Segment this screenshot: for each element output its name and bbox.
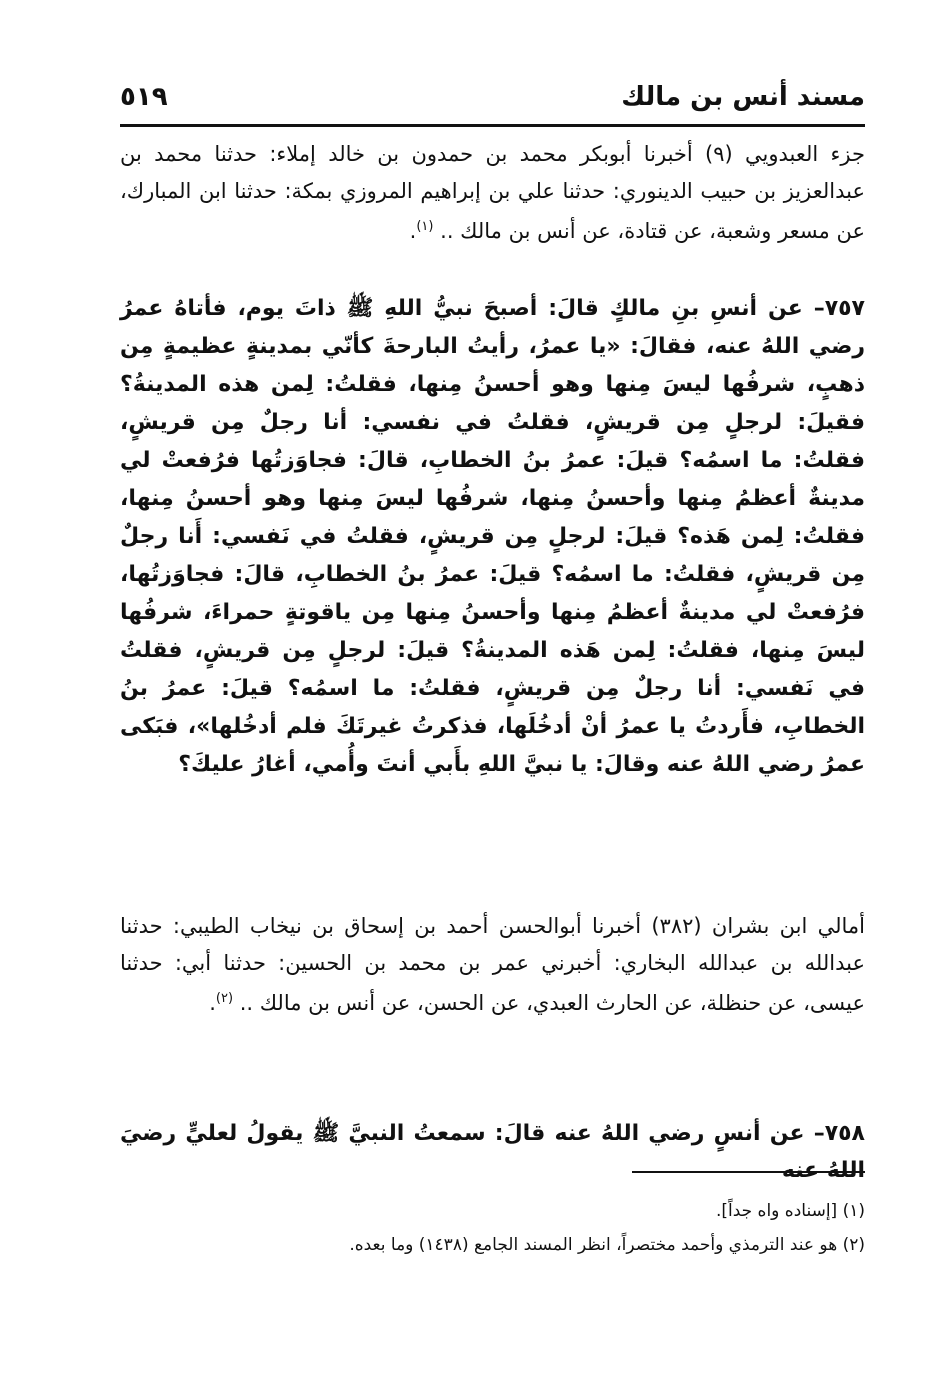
page-header xyxy=(120,78,865,122)
footnote-2: (٢) هو عند الترمذي وأحمد مختصراً، انظر المسند الجامع (١٤٣٨) وما بعده. xyxy=(349,1235,865,1255)
source-text-1: جزء العبدويي (٩) أخبرنا أبوبكر محمد بن حمدون بن خالد إملاء: حدثنا محمد بن عبدالعزيز بن حبيب الدينوري: حدثنا علي بن إبراهيم المروزي بمكة: حدثنا ابن المبارك، عن مسعر وشعبة، عن قتادة، عن أنس بن مالك .. xyxy=(120,142,866,243)
header-divider xyxy=(120,124,865,127)
running-title: مسند أنس بن مالك xyxy=(621,82,865,112)
page-number: ٥١٩ xyxy=(120,82,168,112)
source-paragraph-2 xyxy=(120,908,865,1022)
source-end-2: . xyxy=(209,991,216,1015)
footnote-1: (١) [إسناده واه جداً]. xyxy=(715,1201,865,1221)
source-end-1: . xyxy=(409,219,417,243)
hadith-758: ٧٥٨– عن أنسٍ رضي اللهُ عنه قالَ: سمعتُ النبيَّ ﷺ يقولُ لعليٍّ رضيَ اللهُ عنه xyxy=(120,1121,865,1183)
source-text-2: أمالي ابن بشران (٣٨٢) أخبرنا أبوالحسن أحمد بن إسحاق بن نيخاب الطيبي: حدثنا عبدالله بن عبدالله البخاري: أخبرني عمر بن محمد بن الحسين: حدثنا أبي: حدثنا عيسى، عن حنظلة، عن الحارث العبدي، عن الحسن، عن أنس بن مالك .. xyxy=(120,914,865,1015)
footnotes xyxy=(120,1194,865,1262)
source-paragraph-1 xyxy=(120,136,865,250)
footnote-divider xyxy=(632,1171,865,1173)
hadith-757: ٧٥٧– عن أنسِ بنِ مالكٍ قالَ: أصبحَ نبيُّ اللهِ ﷺ ذاتَ يوم، فأتاهُ عمرُ رضي اللهُ عنه، فقالَ: «يا عمرُ، رأيتُ البارحةَ كأنّي بمدينةٍ عظيمةٍ مِن ذهبٍ، شرفُها ليسَ مِنها وهو أحسنُ مِنها، فقلتُ: لِمن هذه المدينةُ؟ فقيلَ: لرجلٍ مِن قريشٍ، فقلتُ في نفسي: أنا رجلٌ مِن قريشٍ، فقلتُ: ما اسمُه؟ قيلَ: عمرُ بنُ الخطابِ، قالَ: فجاوَزتُها فرُفعتْ لي مدينةٌ أعظمُ مِنها وأحسنُ مِنها، شرفُها ليسَ مِنها وهو أحسنُ مِنها، فقلتُ: لِمن هَذه؟ قيلَ: لرجلٍ مِن قريشٍ، فقلتُ في نَفسي: أَنا رجلٌ مِن قريشٍ، فقلتُ: ما اسمُه؟ قيلَ: عمرُ بنُ الخطابِ، قالَ: فجاوَزتُها، فرُفعتْ لي مدينةٌ أعظمُ مِنها وأحسنُ مِنها مِن ياقوتةٍ حمراءَ، شرفُها ليسَ مِنها، فقلتُ: لِمن هَذه المدينةُ؟ قيلَ: لرجلٍ مِن قريشٍ، فقلتُ في نَفسي: أنا رجلٌ مِن قريشٍ، فقلتُ: ما اسمُه؟ قيلَ: عمرُ بنُ الخطابِ، فأَردتُ يا عمرُ أنْ أدخُلَها، فذكرتُ غيرتَكَ فلم أدخُلها»، فبَكى عمرُ رضي اللهُ عنه وقالَ: يا نبيَّ اللهِ بأَبي أنتَ وأُمي، أغارُ عليكَ؟ xyxy=(120,296,865,777)
footnote-ref-1: (١) xyxy=(416,219,434,234)
footnote-ref-2: (٢) xyxy=(215,991,234,1006)
